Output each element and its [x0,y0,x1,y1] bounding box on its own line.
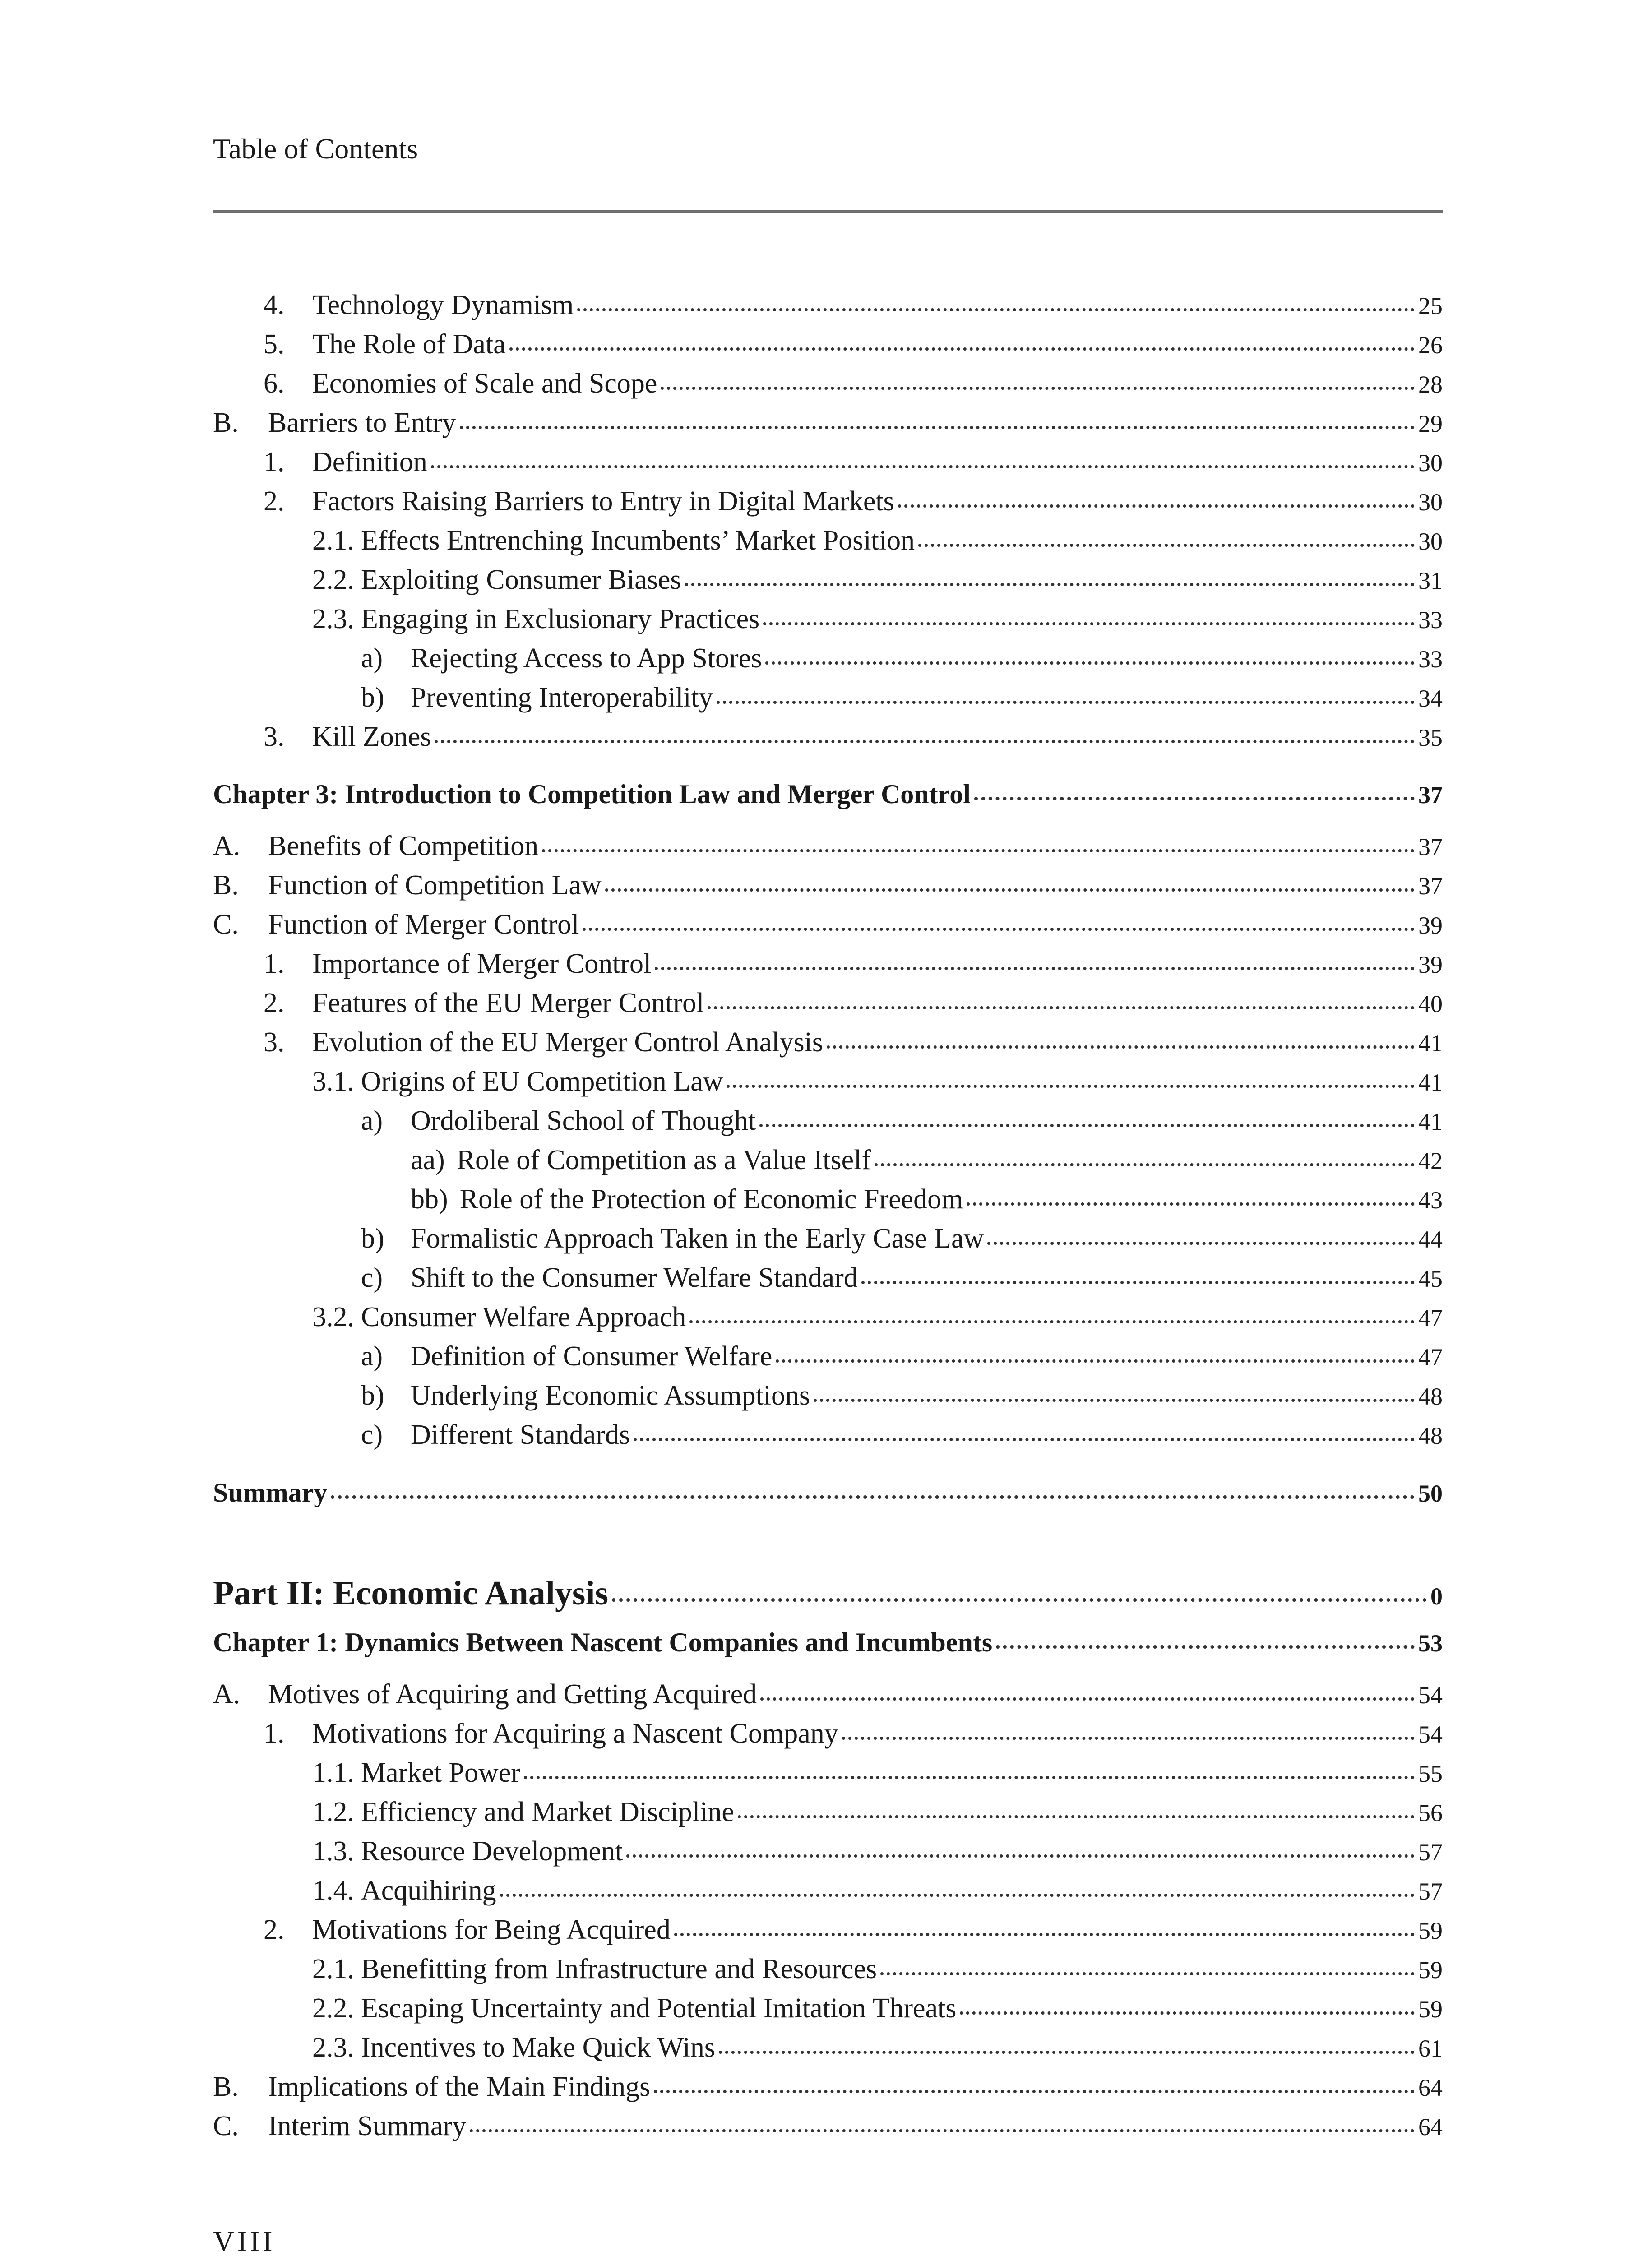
toc-entry [213,364,1443,403]
toc-entry-page: 39 [1418,912,1443,939]
toc-entry-number: A. [213,1679,241,1710]
toc-entry [213,521,1443,560]
toc-entry [213,1714,1443,1753]
dot-leader [612,1598,1427,1602]
toc-entry-number: 2.2. [312,1993,354,2024]
dot-leader [861,1281,1415,1284]
toc-entry [213,403,1443,443]
dot-leader [661,387,1415,390]
toc-entry-number: a) [361,643,383,674]
page-number: VIII [213,2225,275,2256]
toc-entry-number: 2. [264,988,285,1018]
toc-entry-number: 1. [264,1718,285,1749]
toc-entry-page: 41 [1418,1069,1443,1096]
toc-entry [213,1376,1443,1415]
toc-entry-number: 1. [264,948,285,979]
toc-entry-number: c) [361,1419,383,1450]
toc-entry [213,1258,1443,1298]
toc-entry-title: Kill Zones [312,721,431,752]
toc-entry-title: Role of Competition as a Value Itself [456,1145,871,1175]
dot-leader [605,888,1415,892]
toc-entry [213,1022,1443,1062]
toc-entry-page: 33 [1418,606,1443,633]
toc-entry-page: 59 [1418,1996,1443,2023]
toc-entry [213,1179,1443,1219]
running-head: Table of Contents [213,133,418,165]
toc-entry [213,599,1443,639]
toc-entry-title: Benefitting from Infrastructure and Resources [361,1954,877,1984]
dot-leader [674,1933,1415,1936]
toc-entry-title: Shift to the Consumer Welfare Standard [411,1262,858,1293]
toc-entry-title: Evolution of the EU Merger Control Analysis [312,1027,823,1058]
toc-entry-number: 1.1. [312,1757,354,1788]
toc-chapter-entry [213,1623,1443,1662]
toc-entry-title: Preventing Interoperability [411,682,713,713]
dot-leader [842,1737,1415,1740]
toc-entry-title: Market Power [361,1757,520,1788]
toc-entry-number: 4. [264,290,285,320]
toc-entry-page: 48 [1418,1383,1443,1410]
toc-entry [213,1949,1443,1989]
toc-entry [213,1219,1443,1258]
toc-entry-page: 33 [1418,646,1443,673]
toc-entry-number: C. [213,909,239,940]
dot-leader [880,1972,1415,1975]
toc-entry-number: 2.1. [312,525,354,556]
dot-leader [875,1163,1415,1166]
toc-entry-number: 1.2. [312,1797,354,1827]
dot-leader [655,967,1415,970]
toc-entry-number: b) [361,1380,384,1411]
toc-entry-number: 6. [264,368,285,399]
toc-entry-page: 29 [1418,410,1443,437]
toc-part-entry [213,1571,1443,1616]
toc-entry-page: 64 [1418,2074,1443,2101]
toc-entry-title: Factors Raising Barriers to Entry in Digital Markets [312,486,894,517]
toc-entry-page: 42 [1418,1147,1443,1174]
toc-entry [213,1415,1443,1455]
toc-entry-page: 40 [1418,990,1443,1017]
toc-entry-page: 35 [1418,724,1443,751]
toc-entry-number: 2.2. [312,564,354,595]
toc-entry-title: Role of the Protection of Economic Freedom [459,1184,963,1215]
toc-entry-number: B. [213,870,239,901]
dot-leader [967,1202,1415,1206]
toc-entry [213,1674,1443,1714]
toc-entry-title: Underlying Economic Assumptions [411,1380,810,1411]
toc-entry-number: B. [213,407,239,438]
dot-leader [814,1399,1415,1402]
toc-entry-title: Motivations for Being Acquired [312,1914,671,1945]
toc-entry-title: Efficiency and Market Discipline [361,1797,734,1827]
dot-leader [918,544,1415,547]
toc-entry [213,1753,1443,1793]
toc-entry-title: Origins of EU Competition Law [361,1066,723,1097]
toc-entry-page: 47 [1418,1304,1443,1331]
toc-entry-page: 43 [1418,1187,1443,1214]
toc-entry-title: Rejecting Access to App Stores [411,643,762,674]
toc-entry [213,324,1443,364]
toc-entry-page: 44 [1418,1226,1443,1253]
toc-entry-title: Chapter 3: Introduction to Competition Law and Merger Control [213,779,971,809]
toc-entry-number: 3.1. [312,1066,354,1097]
toc-entry-page: 61 [1418,2035,1443,2062]
toc-entry-title: Escaping Uncertainty and Potential Imitation Threats [361,1993,957,2024]
toc-entry-title: Exploiting Consumer Biases [361,564,681,595]
toc-entry-number: 2. [264,1914,285,1945]
toc-entry [213,1062,1443,1101]
toc-entry [213,1297,1443,1337]
toc-entry-number: 2.3. [312,604,354,634]
dot-leader [765,661,1415,665]
toc-entry-number: 3. [264,721,285,752]
toc-entry-number: 1. [264,447,285,477]
toc-entry-title: Summary [213,1478,328,1507]
dot-leader [717,701,1415,704]
toc-entry [213,638,1443,678]
dot-leader [776,1359,1415,1363]
toc-entry [213,481,1443,521]
toc-entry-number: 2.3. [312,2032,354,2063]
toc-entry-title: Consumer Welfare Approach [361,1302,686,1332]
toc-entry-title: Ordoliberal School of Thought [411,1105,756,1136]
toc-entry-page: 64 [1418,2113,1443,2140]
dot-leader [626,1854,1415,1858]
toc-entry-title: Features of the EU Merger Control [312,988,704,1018]
dot-leader [759,1124,1415,1127]
toc-entry-page: 59 [1418,1956,1443,1983]
toc-entry-title: Importance of Merger Control [312,948,652,979]
toc-entry-number: a) [361,1341,383,1372]
toc-entry-page: 47 [1418,1344,1443,1371]
toc-entry-number: 3. [264,1027,285,1058]
toc-entry-page: 45 [1418,1265,1443,1292]
toc-entry [213,717,1443,757]
dot-leader [996,1645,1415,1649]
dot-leader [827,1045,1415,1049]
toc-entry-page: 26 [1418,332,1443,359]
toc-entry-number: 3.2. [312,1302,354,1332]
toc-entry-page: 30 [1418,489,1443,516]
toc-entry-page: 30 [1418,528,1443,555]
dot-leader [960,2011,1415,2015]
dot-leader [719,2051,1415,2054]
toc-entry-title: Implications of the Main Findings [268,2071,651,2102]
toc-entry-number: aa) [411,1145,445,1175]
toc-chapter-entry [213,1473,1443,1512]
dot-leader [763,622,1415,625]
toc-entry-page: 53 [1418,1630,1443,1657]
dot-leader [898,504,1415,508]
toc-entry [213,1336,1443,1376]
toc-entry-page: 55 [1418,1760,1443,1787]
toc-entry-title: Engaging in Exclusionary Practices [361,604,760,634]
toc-entry-number: 1.4. [312,1875,354,1906]
toc-entry [213,944,1443,984]
toc-entry-number: A. [213,831,241,861]
toc-entry-page: 54 [1418,1682,1443,1709]
dot-leader [583,928,1415,931]
toc-entry-number: 2.1. [312,1954,354,1984]
toc-entry-number: 2. [264,486,285,517]
toc-entry-page: 59 [1418,1917,1443,1944]
dot-leader [727,1085,1415,1088]
toc-entry-number: c) [361,1262,383,1293]
toc-entry-number: 5. [264,329,285,360]
toc-entry-title: Economies of Scale and Scope [312,368,657,399]
dot-leader [435,740,1415,743]
dot-leader [987,1242,1415,1245]
toc-entry [213,1792,1443,1832]
toc-entry-page: 37 [1418,833,1443,860]
dot-leader [470,2129,1415,2132]
toc-entry-page: 39 [1418,951,1443,978]
toc-entry [213,1101,1443,1141]
toc-entry-page: 48 [1418,1422,1443,1449]
toc-entry [213,2067,1443,2107]
dot-leader [760,1697,1415,1701]
dot-leader [689,1320,1415,1323]
toc-entry-page: 25 [1418,292,1443,319]
toc-entry [213,1140,1443,1180]
toc-entry [213,1988,1443,2028]
dot-leader [634,1438,1415,1441]
toc-entry-page: 0 [1430,1583,1443,1610]
toc-entry-title: Formalistic Approach Taken in the Early Case Law [411,1223,984,1254]
toc-entry-page: 28 [1418,371,1443,398]
toc-entry-page: 57 [1418,1878,1443,1905]
toc-entry-number: B. [213,2071,239,2102]
dot-leader [708,1006,1415,1009]
toc-entry-title: Different Standards [411,1419,630,1450]
toc-entry [213,1831,1443,1871]
dot-leader [331,1495,1415,1499]
toc-entry [213,865,1443,905]
dot-leader [431,465,1415,468]
toc-entry-page: 41 [1418,1108,1443,1135]
toc-entry-title: Chapter 1: Dynamics Between Nascent Companies and Incumbents [213,1627,993,1657]
toc-entry-title: Technology Dynamism [312,290,574,320]
toc-entry-page: 41 [1418,1030,1443,1057]
toc-entry [213,442,1443,482]
toc-entry-number: b) [361,1223,384,1254]
toc-entry-page: 54 [1418,1721,1443,1748]
toc-entry-title: Function of Merger Control [268,909,579,940]
toc-entry-title: Motivations for Acquiring a Nascent Company [312,1718,838,1749]
dot-leader [577,308,1415,311]
toc-entry [213,678,1443,717]
toc-entry-number: b) [361,682,384,713]
toc-entry-page: 50 [1418,1480,1443,1507]
toc-entry [213,905,1443,944]
toc-entry [213,1910,1443,1950]
toc-entry-page: 57 [1418,1839,1443,1866]
toc-entry [213,1871,1443,1910]
toc-entry-page: 37 [1418,873,1443,900]
header-rule [213,210,1443,213]
toc-entry-title: Part II: Economic Analysis [213,1574,609,1612]
toc-entry-title: Barriers to Entry [268,407,456,438]
toc-entry-title: Effects Entrenching Incumbents’ Market Position [361,525,915,556]
toc-entry-title: Function of Competition Law [268,870,602,901]
toc-entry-title: Interim Summary [268,2111,467,2141]
toc-entry-title: Definition of Consumer Welfare [411,1341,773,1372]
toc-entry-page: 31 [1418,567,1443,594]
toc-entry [213,560,1443,600]
toc-entry-title: Acquihiring [361,1875,496,1906]
toc-entry-title: Benefits of Competition [268,831,539,861]
dot-leader [460,426,1415,429]
toc-entry-page: 37 [1418,781,1443,809]
dot-leader [738,1815,1415,1818]
toc-entry-title: Motives of Acquiring and Getting Acquired [268,1679,757,1710]
dot-leader [654,2090,1415,2093]
dot-leader [974,797,1415,800]
dot-leader [509,347,1415,351]
toc-entry [213,2028,1443,2067]
dot-leader [500,1894,1415,1897]
toc-entry-title: The Role of Data [312,329,506,360]
toc-entry-number: 1.3. [312,1836,354,1867]
toc-entry [213,2106,1443,2146]
dot-leader [542,849,1415,852]
toc-entry-page: 34 [1418,685,1443,712]
toc-entry-title: Definition [312,447,427,477]
dot-leader [685,583,1415,586]
dot-leader [524,1776,1415,1779]
toc-entry-number: a) [361,1105,383,1136]
toc-entry-title: Resource Development [361,1836,623,1867]
toc-entry-page: 30 [1418,449,1443,476]
toc-entry-title: Incentives to Make Quick Wins [361,2032,715,2063]
toc-entry [213,285,1443,325]
toc-entry-number: C. [213,2111,239,2141]
toc-entry [213,983,1443,1023]
toc-entry-number: bb) [411,1184,448,1215]
toc-entry-page: 56 [1418,1799,1443,1826]
toc-entry [213,826,1443,866]
toc-chapter-entry [213,774,1443,814]
